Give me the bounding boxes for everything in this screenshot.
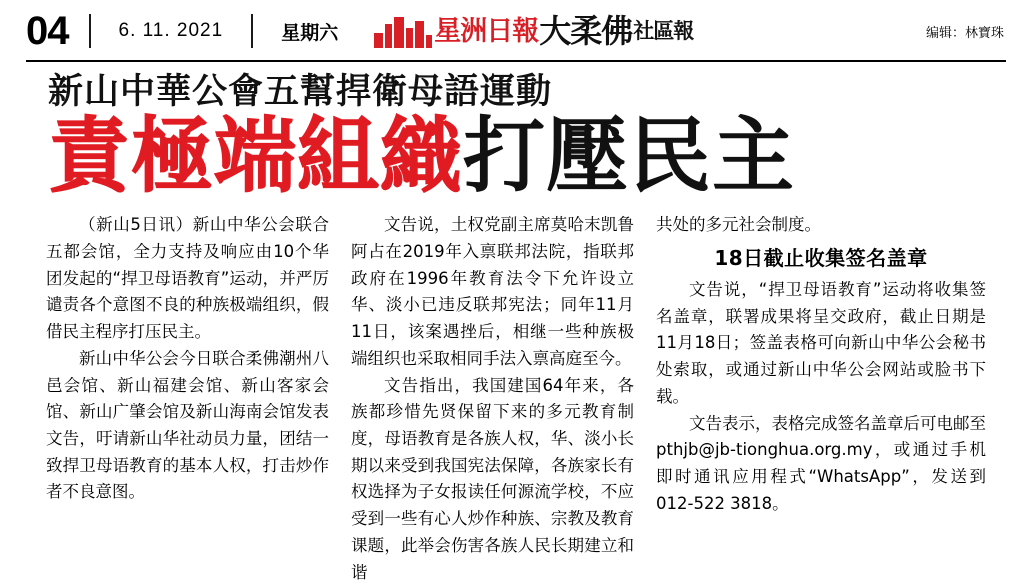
article-column-3	[656, 212, 986, 586]
headline-area	[0, 62, 1024, 205]
logo-title-region: 大柔佛	[539, 12, 633, 50]
main-headline	[48, 109, 998, 205]
issue-date: 6. 11. 2021	[118, 20, 224, 41]
newspaper-logo	[374, 14, 693, 48]
headline-kicker: 新山中華公會五幫捍衛母語運動	[48, 72, 553, 112]
logo-title-community: 社區報	[633, 18, 694, 43]
article-body	[0, 198, 1024, 586]
paragraph: 文告指出，我国建国64年来，各族都珍惜先贤保留下来的多元教育制度，母语教育是各族人权，华、淡小长期以来受到我国宪法保障，各族家长有权选择为子女报读任何源流学校，不应受到一些有心人炒作种族、宗教及教育课题，此举会伤害各族人民长期建立和谐	[351, 375, 634, 582]
main-headline-black: 打壓民主	[463, 109, 796, 205]
paragraph: （新山5日讯）新山中华公会联合五都会馆，全力支持及响应由10个华团发起的“捍卫母语教育”运动，并严厉谴责各个意图不良的种族极端组织，假借民主程序打压民主。	[46, 215, 329, 342]
page-number: 04	[26, 9, 69, 53]
divider	[89, 14, 91, 48]
paragraph: 新山中华公会今日联合柔佛潮州八邑会馆、新山福建会馆、新山客家会馆、新山广肇会馆及新山海南会馆发表文告，吁请新山华社动员力量，团结一致捍卫母语教育的基本人权，打击炒作者不良意图。	[46, 348, 329, 502]
paragraph: 文告说，“捍卫母语教育”运动将收集签名盖章，联署成果将呈交政府，截止日期是11月18日；签盖表格可向新山中华公会秘书处索取，或通过新山中华公会网站或脸书下载。	[656, 279, 986, 406]
article-column-2	[351, 212, 656, 586]
logo-title-red: 星洲日報	[434, 15, 539, 47]
paragraph: 共处的多元社会制度。	[656, 215, 821, 235]
section-subheading: 18日截止收集签名盖章	[714, 245, 928, 270]
divider	[251, 14, 253, 48]
editor-credit: 编辑：林寶珠	[925, 25, 1004, 41]
main-headline-red: 責極端組織	[48, 109, 464, 205]
skyline-icon	[374, 14, 432, 48]
masthead	[0, 0, 1024, 62]
paragraph: 文告说，土权党副主席莫哈末凯鲁阿占在2019年入禀联邦法院，指联邦政府在1996年教育法令下允许设立华、淡小已违反联邦宪法；同年11月11日，该案遇挫后，相继一些种族极端组织也采取相同手法入禀高庭至今。	[351, 215, 634, 368]
article-column-1	[46, 212, 351, 586]
issue-weekday: 星期六	[281, 21, 339, 44]
paragraph: 文告表示，表格完成签名盖章后可电邮至pthjb@jb-tionghua.org.my，或通过手机即时通讯应用程式“WhatsApp”，发送到012-522 3818。	[656, 413, 986, 513]
